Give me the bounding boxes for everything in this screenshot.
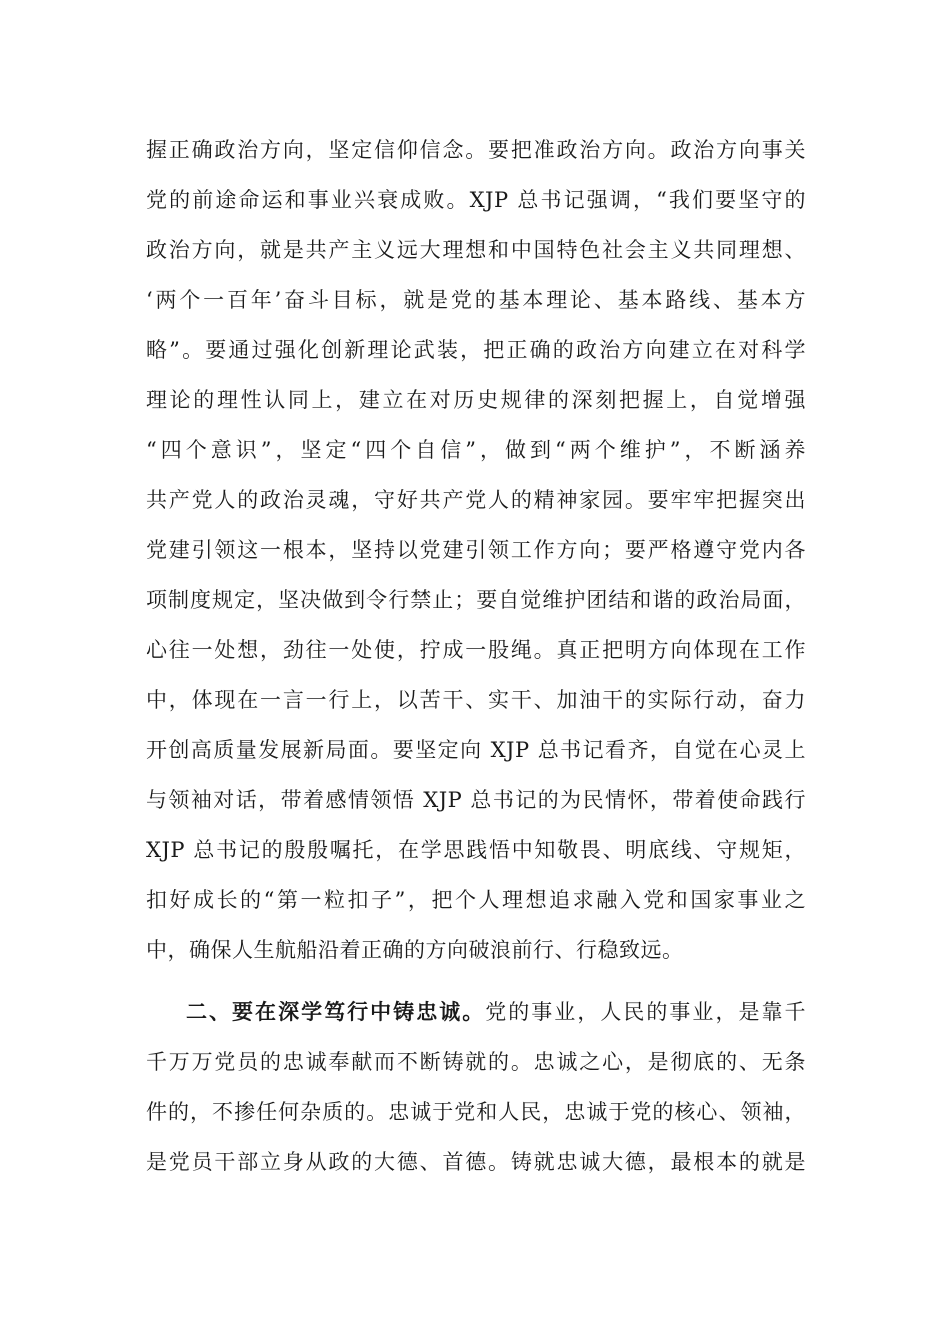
- paragraph-2-first-line: [186, 992, 806, 1032]
- paragraph-2-line: 是党员干部立身从政的大德、首德。铸就忠诚大德，最根本的就是: [146, 1150, 806, 1174]
- paragraph-1-line: XJP 总书记的殷殷嘱托，在学思践悟中知敬畏、明底线、守规矩，: [146, 838, 806, 862]
- paragraph-1-line: 政治方向，就是共产主义远大理想和中国特色社会主义共同理想、: [146, 238, 806, 262]
- paragraph-2-line: 千万万党员的忠诚奉献而不断铸就的。忠诚之心，是彻底的、无条: [146, 1050, 806, 1074]
- paragraph-1-line: “四个意识”，坚定“四个自信”，做到“两个维护”，不断涵养: [146, 438, 806, 462]
- paragraph-2-first-line-text: 党的事业，人民的事业，是靠千: [485, 1000, 806, 1024]
- paragraph-1-line: 与领袖对话，带着感情领悟 XJP 总书记的为民情怀，带着使命践行: [146, 788, 806, 812]
- paragraph-1-line: ‘两个一百年’奋斗目标，就是党的基本理论、基本路线、基本方: [146, 288, 806, 312]
- paragraph-1-line: 握正确政治方向，坚定信仰信念。要把准政治方向。政治方向事关: [146, 138, 806, 162]
- section-heading: 二、要在深学笃行中铸忠诚。: [186, 999, 486, 1024]
- paragraph-1-line: 党的前途命运和事业兴衰成败。XJP 总书记强调，“我们要坚守的: [146, 188, 806, 212]
- paragraph-1-line: 扣好成长的“第一粒扣子”，把个人理想追求融入党和国家事业之: [146, 888, 806, 912]
- paragraph-1-line: 开创高质量发展新局面。要坚定向 XJP 总书记看齐，自觉在心灵上: [146, 738, 806, 762]
- paragraph-1-line: 理论的理性认同上，建立在对历史规律的深刻把握上，自觉增强: [146, 388, 806, 412]
- paragraph-1-line: 项制度规定，坚决做到令行禁止；要自觉维护团结和谐的政治局面，: [146, 588, 806, 612]
- paragraph-1-line: 党建引领这一根本，坚持以党建引领工作方向；要严格遵守党内各: [146, 538, 806, 562]
- paragraph-1-line: 心往一处想，劲往一处使，拧成一股绳。真正把明方向体现在工作: [146, 638, 806, 662]
- paragraph-1-line: 中，确保人生航船沿着正确的方向破浪前行、行稳致远。: [146, 938, 684, 962]
- paragraph-1-line: 中，体现在一言一行上，以苦干、实干、加油干的实际行动，奋力: [146, 688, 806, 712]
- paragraph-2-line: 件的，不掺任何杂质的。忠诚于党和人民，忠诚于党的核心、领袖，: [146, 1100, 806, 1124]
- paragraph-1-line: 共产党人的政治灵魂，守好共产党人的精神家园。要牢牢把握突出: [146, 488, 806, 512]
- paragraph-1-line: 略”。要通过强化创新理论武装，把正确的政治方向建立在对科学: [146, 338, 806, 362]
